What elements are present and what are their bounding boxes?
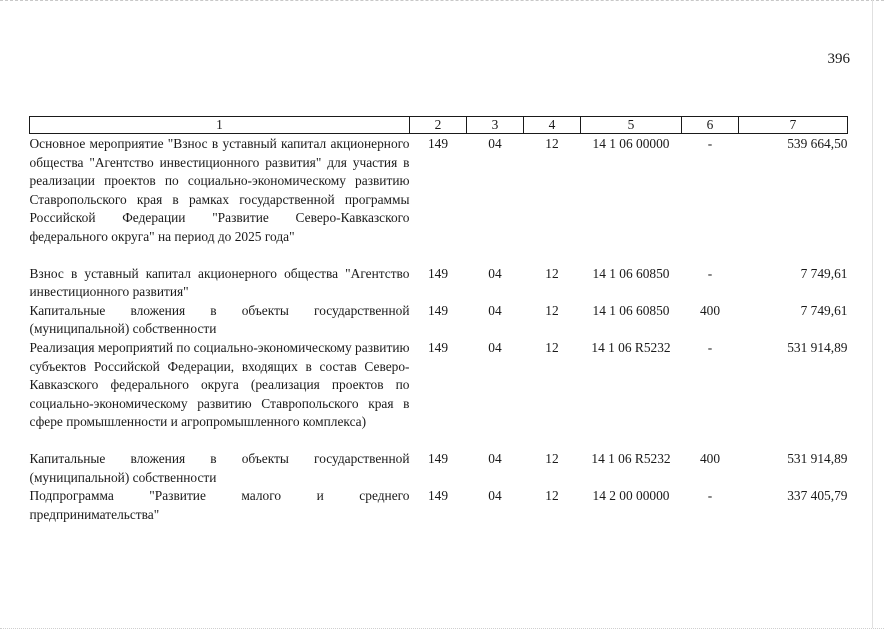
row-col-7: 337 405,79 bbox=[787, 488, 848, 504]
row-col-4: 12 bbox=[545, 265, 559, 281]
row-col-5: 14 1 06 60850 bbox=[592, 265, 670, 281]
header-col-3: 3 bbox=[467, 117, 524, 134]
row-name: Капитальные вложения в объекты государственной (муниципальной) собственности bbox=[29, 302, 410, 337]
row-col-2: 149 bbox=[427, 488, 449, 504]
row-col-3: 04 bbox=[488, 488, 502, 504]
table-body bbox=[30, 134, 848, 525]
row-col-5: 14 1 06 00000 bbox=[592, 136, 670, 151]
row-col-6: - bbox=[707, 339, 713, 355]
header-col-6: 6 bbox=[682, 117, 739, 134]
row-col-3: 04 bbox=[488, 265, 502, 281]
header-col-1: 1 bbox=[30, 117, 410, 134]
scan-edge-bottom bbox=[0, 628, 884, 630]
row-col-2: 149 bbox=[427, 302, 449, 318]
row-col-7: 531 914,89 bbox=[787, 339, 848, 355]
row-col-3: 04 bbox=[488, 450, 502, 466]
row-col-3: 04 bbox=[488, 302, 502, 318]
row-name: Реализация мероприятий по социально-экономическому развитию субъектов Российской Федерации, входящих в состав Северо-Кавказского федерального округа (реализация проектов по социально-экономическому развитию Ставропольского края в сфере промышленности и агропромышленного комплекса) bbox=[29, 339, 410, 430]
row-col-7: 7 749,61 bbox=[800, 302, 848, 318]
table-row bbox=[30, 134, 848, 265]
table-row bbox=[30, 450, 848, 487]
header-row bbox=[30, 117, 848, 134]
row-col-6: 400 bbox=[699, 302, 721, 318]
row-col-2: 149 bbox=[427, 339, 449, 355]
header-col-5: 5 bbox=[581, 117, 682, 134]
row-col-4: 12 bbox=[545, 339, 559, 355]
row-col-3: 04 bbox=[488, 339, 502, 355]
row-name: Капитальные вложения в объекты государственной (муниципальной) собственности bbox=[29, 450, 410, 485]
row-col-4: 12 bbox=[545, 450, 559, 466]
row-col-6: - bbox=[707, 265, 713, 281]
row-col-2: 149 bbox=[427, 450, 449, 466]
row-col-4: 12 bbox=[545, 136, 559, 151]
table-row bbox=[30, 302, 848, 339]
table-header bbox=[30, 117, 848, 134]
row-col-3: 04 bbox=[488, 136, 502, 151]
row-col-5: 14 1 06 60850 bbox=[592, 302, 670, 318]
budget-table bbox=[29, 116, 848, 524]
row-col-5: 14 1 06 R5232 bbox=[591, 450, 671, 466]
row-col-2: 149 bbox=[427, 136, 449, 151]
scan-edge-top bbox=[0, 0, 884, 2]
scan-edge-right bbox=[872, 0, 874, 628]
row-name: Подпрограмма "Развитие малого и среднего предпринимательства" bbox=[29, 488, 410, 522]
row-col-6: - bbox=[707, 136, 713, 151]
row-name: Основное мероприятие "Взнос в уставный капитал акционерного общества "Агентство инвестиционного развития" для участия в реализации проектов по социально-экономическому развитию Ставропольского края в рамках государственной программы Российской Федерации "Развитие Северо-Кавказского федерального округа" на период до 2025 года" bbox=[29, 136, 410, 244]
header-col-2: 2 bbox=[410, 117, 467, 134]
row-col-4: 12 bbox=[545, 488, 559, 504]
header-col-4: 4 bbox=[524, 117, 581, 134]
table-row bbox=[30, 265, 848, 302]
row-col-7: 531 914,89 bbox=[787, 450, 848, 466]
row-col-2: 149 bbox=[427, 265, 449, 281]
row-col-6: - bbox=[707, 488, 713, 504]
row-col-7: 7 749,61 bbox=[800, 265, 848, 281]
row-col-5: 14 2 00 00000 bbox=[592, 488, 670, 504]
header-col-7: 7 bbox=[739, 117, 848, 134]
row-col-5: 14 1 06 R5232 bbox=[591, 339, 671, 355]
row-col-4: 12 bbox=[545, 302, 559, 318]
page-number: 396 bbox=[827, 51, 850, 67]
row-name: Взнос в уставный капитал акционерного общества "Агентство инвестиционного развития" bbox=[29, 265, 410, 300]
row-col-7: 539 664,50 bbox=[787, 136, 848, 151]
table-row bbox=[30, 339, 848, 450]
row-col-6: 400 bbox=[699, 450, 721, 466]
table-row bbox=[30, 487, 848, 524]
